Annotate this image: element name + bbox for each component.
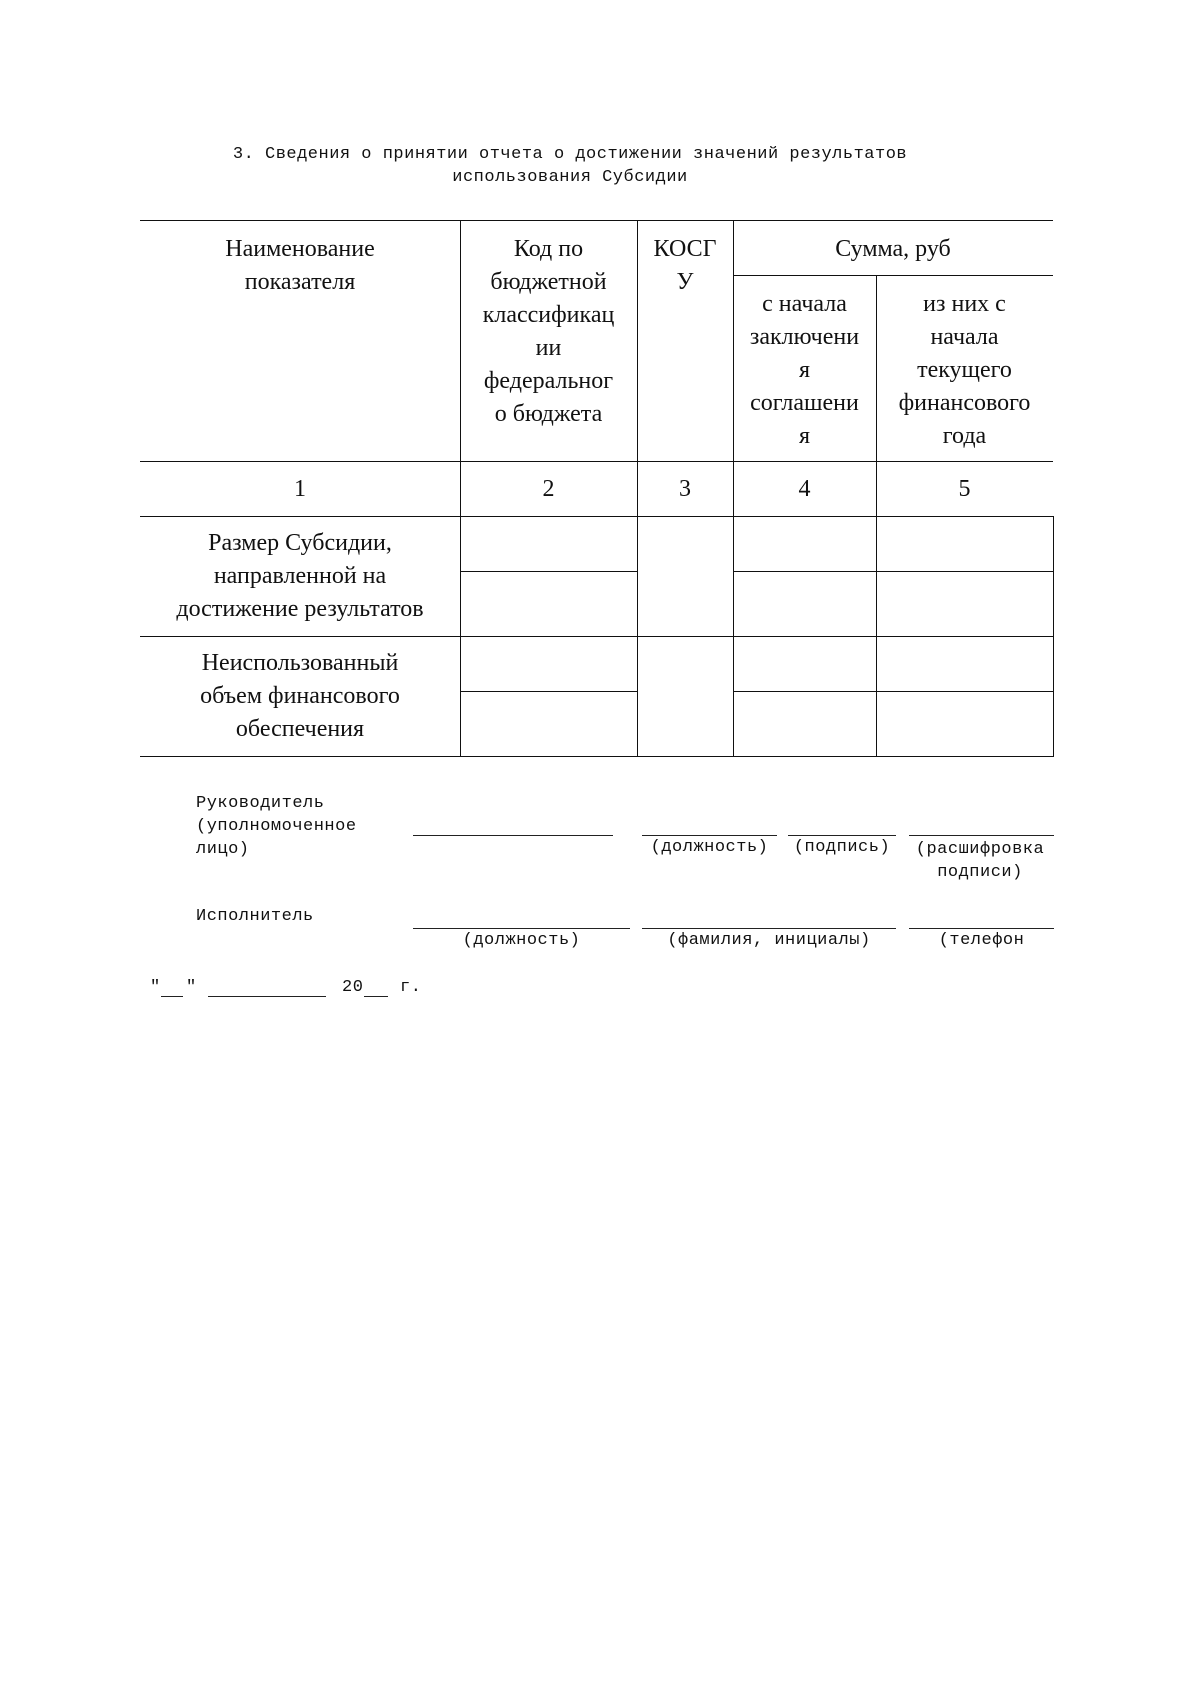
header-text-line: соглашени	[750, 390, 859, 416]
row-unused-funding	[140, 647, 460, 746]
header-text-line: начала	[930, 324, 999, 350]
table-right-border	[1053, 516, 1054, 757]
exec-phone-caption: (телефон	[938, 931, 1025, 950]
exec-name-line[interactable]	[642, 928, 896, 929]
row1-inner-divider-sums	[733, 571, 1053, 572]
column-number: 2	[542, 476, 555, 502]
header-text-line: финансового	[898, 390, 1031, 416]
numbers-row-bottom-border	[140, 516, 1053, 517]
header-sum	[733, 233, 1053, 266]
header-text-line: федеральног	[483, 368, 614, 394]
column-number: 3	[679, 476, 691, 502]
header-text-line: классификац	[482, 302, 615, 328]
header-text-line: о бюджета	[494, 401, 603, 427]
date-year-prefix: 20	[342, 978, 364, 997]
head-label-line: лицо)	[196, 840, 250, 859]
head-label-line: Руководитель	[196, 794, 325, 813]
exec-phone-line[interactable]	[909, 928, 1054, 929]
header-text-line: с начала	[762, 291, 847, 317]
header-text-line: бюджетной	[490, 269, 607, 295]
date-quote-close: "	[186, 978, 197, 997]
column-number: 5	[958, 476, 971, 502]
section-title-line-2: использования Субсидии	[452, 168, 688, 187]
head-label-line: (уполномоченное	[196, 817, 357, 836]
header-text-line: года	[942, 423, 987, 449]
date-quote-open: "	[150, 978, 161, 997]
row2-inner-divider	[460, 691, 637, 692]
head-label	[196, 792, 357, 861]
head-decode-caption-line: (расшифровка	[915, 840, 1045, 859]
header-text-line: Сумма, руб	[835, 236, 951, 262]
sum-header-divider	[733, 275, 1053, 276]
date-day-line[interactable]	[161, 996, 183, 997]
row-label-line: Размер Субсидии,	[208, 530, 392, 556]
header-text-line: заключени	[749, 324, 860, 350]
header-indicator-name	[140, 233, 460, 299]
head-decode-caption-line: подписи)	[937, 863, 1023, 882]
row-subsidy-amount	[140, 527, 460, 626]
header-current-year	[876, 288, 1053, 453]
section-title	[140, 143, 1000, 189]
row-label-line: достижение результатов	[176, 596, 424, 622]
section-title-line-1: 3. Сведения о принятии отчета о достижении значений результатов	[232, 145, 908, 164]
head-decode-caption	[900, 838, 1060, 884]
head-signature-caption: (подпись)	[793, 838, 891, 857]
header-text-line: Наименование	[225, 236, 375, 262]
header-text-line: Код по	[513, 236, 584, 262]
column-number: 1	[294, 476, 306, 502]
row-label-line: обеспечения	[235, 716, 365, 742]
header-bottom-border	[140, 461, 1053, 462]
header-budget-code	[460, 233, 637, 431]
row-label-line: направленной на	[213, 563, 387, 589]
exec-name-caption: (фамилия, инициалы)	[667, 931, 871, 950]
header-text-line: текущего	[917, 357, 1012, 383]
header-text-line: показателя	[244, 269, 356, 295]
header-text-line: я	[798, 423, 811, 449]
table-top-border	[140, 220, 1053, 221]
row1-bottom-border	[140, 636, 1053, 637]
date-year-line[interactable]	[364, 996, 388, 997]
executor-label: Исполнитель	[196, 907, 314, 926]
header-since-agreement	[733, 288, 876, 453]
head-org-line[interactable]	[413, 835, 613, 836]
header-text-line: ии	[535, 335, 562, 361]
head-decode-line[interactable]	[909, 835, 1054, 836]
header-text-line: КОСГ	[653, 236, 717, 262]
header-text-line: У	[676, 269, 694, 295]
row-label-line: Неиспользованный	[201, 650, 399, 676]
column-number: 4	[798, 476, 811, 502]
row2-inner-divider-sums	[733, 691, 1053, 692]
header-kosgu	[637, 233, 733, 299]
head-position-caption: (должность)	[650, 838, 769, 857]
exec-position-caption: (должность)	[462, 931, 581, 950]
head-signature-line[interactable]	[788, 835, 896, 836]
exec-position-line[interactable]	[413, 928, 630, 929]
row-label-line: объем финансового	[200, 683, 400, 709]
table-bottom-border	[140, 756, 1053, 757]
date-year-suffix: г.	[400, 978, 422, 997]
head-position-line[interactable]	[642, 835, 777, 836]
date-month-line[interactable]	[208, 996, 326, 997]
row1-inner-divider	[460, 571, 637, 572]
header-text-line: из них с	[923, 291, 1006, 317]
header-text-line: я	[798, 357, 811, 383]
